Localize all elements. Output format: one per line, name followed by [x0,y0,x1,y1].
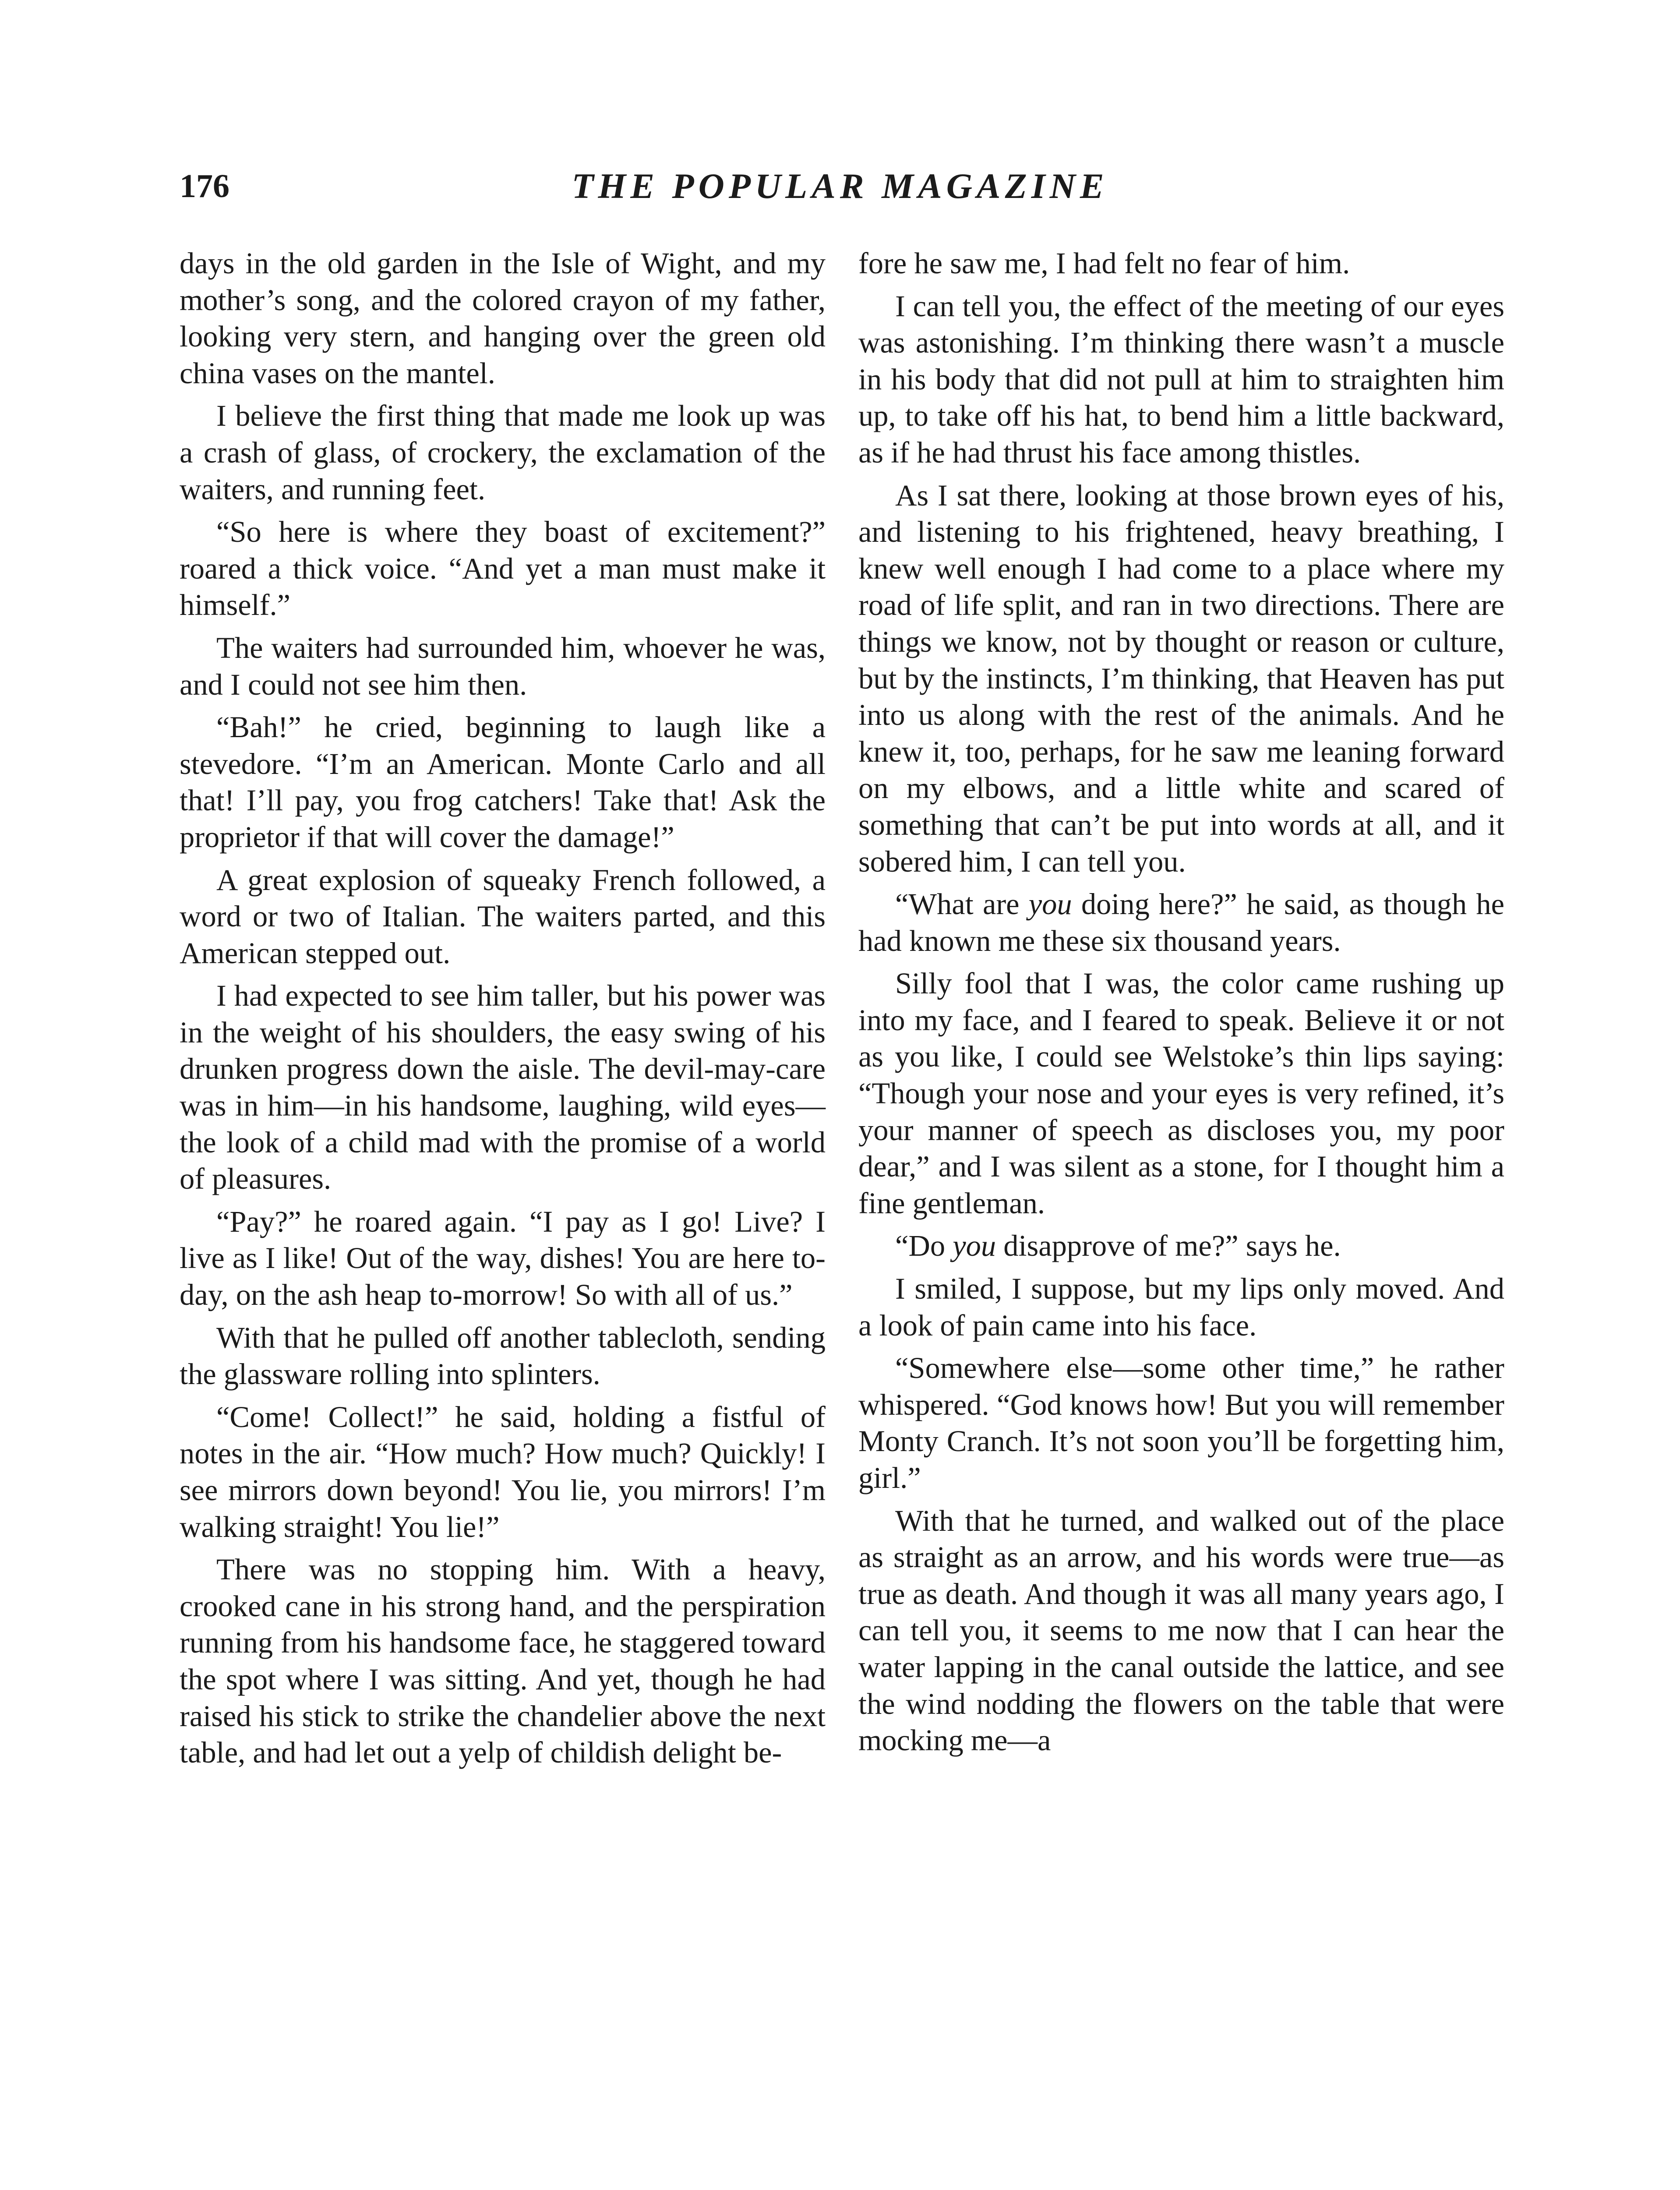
paragraph: With that he turned, and walked out of the place as straight as an arrow, and his words were true—as true as death. And though it was all many years ago, I can tell you, it seems to me now that I can hear the water lapping in the canal outside the lattice, and see the wind nodding the flowers on the table that were mocking me—a [858,1504,1504,1757]
right-column [858,245,1504,1765]
paragraph: As I sat there, looking at those brown eyes of his, and listening to his frightened, heavy breathing, I knew well enough I had come to a place where my road of life split, and ran in two directions. There are things we know, not by thought or reason or culture, but by the instincts, I’m thinking, that Heaven has put into us along with the rest of the animals. And he knew it, too, perhaps, for he saw me leaning forward on my elbows, and a little white and scared of something that can’t be put into words at all, and it sobered him, I can tell you. [858,478,1504,878]
text-run: “What are [895,887,1029,921]
paragraph: A great explosion of squeaky French followed, a word or two of Italian. The waiters parted, and this American stepped out. [180,863,826,970]
emphasis: you [1028,887,1072,921]
paragraph: “So here is where they boast of excitement?” roared a thick voice. “And yet a man must make it himself.” [180,515,826,622]
paragraph: I believe the first thing that made me look up was a crash of glass, of crockery, the exclamation of the waiters, and running feet. [180,399,826,506]
paragraph: There was no stopping him. With a heavy, crooked cane in his strong hand, and the perspiration running from his handsome face, he staggered toward the spot where I was sitting. And yet, though he had raised his stick to strike the chandelier above the next table, and had let out a yelp of childish delight be- [180,1553,826,1770]
running-title: THE POPULAR MAGAZINE [572,166,1108,206]
paragraph: The waiters had surrounded him, whoever he was, and I could not see him then. [180,631,826,701]
paragraph: “Somewhere else—some other time,” he rather whispered. “God knows how! But you will remember Monty Cranch. It’s not soon you’ll be forgetting him, girl.” [858,1351,1504,1494]
paragraph: “Come! Collect!” he said, holding a fistful of notes in the air. “How much? How much? Quickly! I see mirrors down beyond! You lie, you mirrors! I’m walking straight! You lie!” [180,1400,826,1544]
paragraph: I smiled, I suppose, but my lips only moved. And a look of pain came into his face. [858,1272,1504,1342]
page-header [175,158,1505,215]
paragraph [858,886,1504,959]
paragraph: With that he pulled off another tablecloth, sending the glassware rolling into splinters. [180,1321,826,1391]
paragraph: I can tell you, the effect of the meeting of our eyes was astonishing. I’m thinking there wasn’t a muscle in his body that did not pull at him to straighten him up, to take off his hat, to bend him a little backward, as if he had thrust his face among thistles. [858,289,1504,469]
emphasis: you [953,1229,996,1263]
paragraph: days in the old garden in the Isle of Wight, and my mother’s song, and the colored crayon of my father, looking very stern, and hanging over the green old china vases on the mantel. [180,247,826,390]
text-run: disapprove of me?” says he. [996,1229,1341,1263]
paragraph [858,1228,1504,1265]
text-run: “Do [895,1229,953,1263]
paragraph: I had expected to see him taller, but his power was in the weight of his shoulders, the easy swing of his drunken progress down the aisle. The devil-may-care was in him—in his handsome, laughing, wild eyes—the look of a child mad with the promise of a world of pleasures. [180,979,826,1196]
paragraph: fore he saw me, I had felt no fear of him. [858,247,1350,280]
text-run: doing here?” he said, as though he had known me these six thousand years. [858,887,1504,957]
paragraph: “Pay?” he roared again. “I pay as I go! Live? I live as I like! Out of the way, dishes! You are here to-day, on the ash heap to-morrow! So with all of us.” [180,1204,826,1312]
paragraph: Silly fool that I was, the color came rushing up into my face, and I feared to speak. Believe it or not as you like, I could see Welstoke’s thin lips saying: “Though your nose and your eyes is very refined, it’s your manner of speech as discloses you, my poor dear,” and I was silent as a stone, for I thought him a fine gentleman. [858,967,1504,1220]
left-column [180,245,826,1777]
page-number: 176 [180,168,229,205]
paragraph: “Bah!” he cried, beginning to laugh like a stevedore. “I’m an American. Monte Carlo and all that! I’ll pay, you frog catchers! Take that! Ask the proprietor if that will cover the damage!” [180,710,826,854]
